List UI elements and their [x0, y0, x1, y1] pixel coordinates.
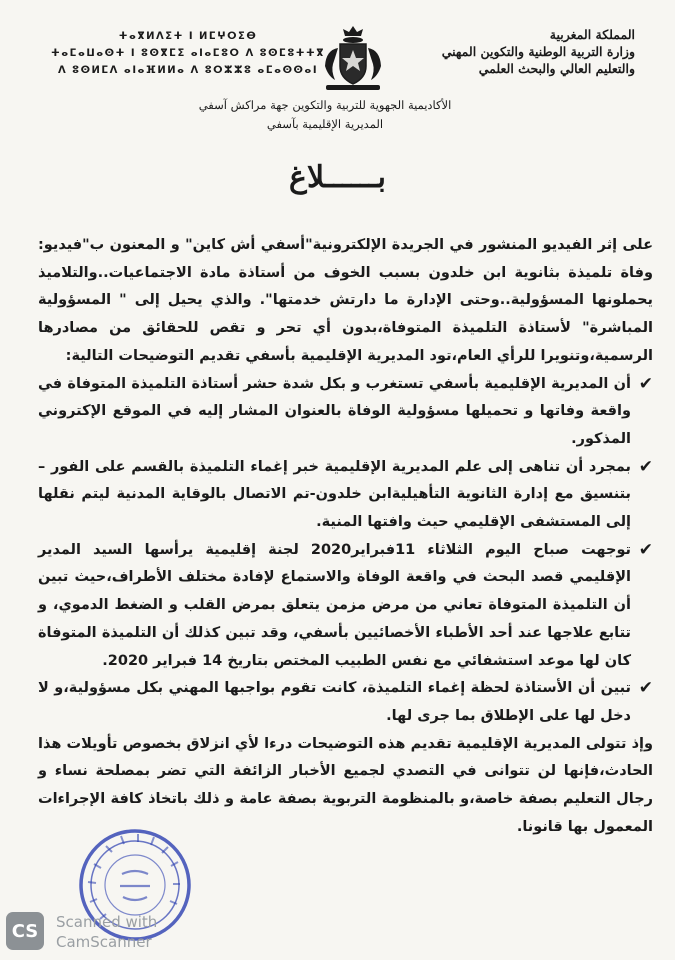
tifinagh-line-3: ⴷ ⵓⵙⵍⵎⴷ ⴰⵏⴰⴼⵍⵍⴰ ⴷ ⵓⵔⵣⵣⵓ ⴰⵎⴰⵙⵙⴰⵏ — [57, 65, 319, 76]
royal-coat-of-arms-icon — [318, 22, 388, 94]
header-line-ministry: وزارة التربية الوطنية والتكوين المهني — [441, 44, 635, 59]
academy-subheader — [115, 96, 535, 134]
academy-name: الأكاديمية الجهوية للتربية والتكوين جهة مراكش آسفي — [198, 98, 452, 112]
bullet-text: بمجرد أن تناهى إلى علم المديرية الإقليمية خبر إغماء التلميذة بالقسم على الفور – بتنسيق مع إدارة الثانوية التأهيليةابن خلدون-تم الاتصال بالوقاية المدنية ليتم نقلها إلى المستشفى الإقليمي حيث وافتها المنية. — [38, 458, 631, 531]
checkmark-icon: ✔ — [638, 539, 653, 560]
tifinagh-line-1: ⵜⴰⴳⵍⴷⵉⵜ ⵏ ⵍⵎⵖⵔⵉⴱ — [118, 31, 258, 42]
watermark-line-2: CamScanner — [56, 933, 152, 951]
ministry-header-arabic — [415, 26, 635, 77]
intro-paragraph: على إثر الفيديو المنشور في الجريدة الإلكترونية"أسفي أش كاين" و المعنون ب"فيديو: وفاة تلميذة بثانوية ابن خلدون بسبب الخوف من أستاذة مادة الاجتماعيات..والتلاميذ يحملونها المسؤولية..وحتى الإدارة ما دارتش خدمتها". والذي يحيل إلى " المسؤولية المباشرة" لأستاذة التلميذة المتوفاة،بدون أي تحر و تقص للحقائق من مصادرها الرسمية،وتنويرا للرأي العام،تود المديرية الإقليمية بأسفي تقديم التوضيحات التالية: — [38, 237, 653, 364]
watermark-line-1: Scanned with — [56, 913, 158, 931]
bullet-text: تبين أن الأستاذة لحظة إغماء التلميذة، كانت تقوم بواجبها المهني بكل مسؤولية،و لا دخل لها على الإطلاق بما جرى لها. — [38, 680, 631, 724]
tifinagh-line-2: ⵜⴰⵎⴰⵡⴰⵙⵜ ⵏ ⵓⵙⴳⵎⵉ ⴰⵏⴰⵎⵓⵔ ⴷ ⵓⵙⵎⵓⵜⵜⴳ — [50, 48, 326, 59]
communique-body — [38, 232, 653, 841]
bullet-item-3 — [38, 537, 653, 676]
closing-paragraph: وإذ تتولى المديرية الإقليمية تقديم هذه التوضيحات درءا لأي انزلاق بخصوص تأويلات هذا الحادث،فإنها لن تتوانى في التصدي لجميع الأخبار الزائفة التي تضر بمصلحة نساء و رجال التعليم بصفة خاصة،و بالمنظومة التربوية بصفة عامة و ذلك باتخاذ كافة الإجراءات المعمول بها قانونا. — [38, 735, 653, 835]
document-title: بــــــلاغ — [289, 160, 386, 195]
bullet-item-2 — [38, 454, 653, 537]
ministry-header-tifinagh — [48, 28, 328, 79]
header-line-ministry-2: والتعليم العالي والبحث العلمي — [478, 61, 635, 76]
bullet-item-1 — [38, 371, 653, 454]
bullet-item-4 — [38, 675, 653, 730]
bullet-text: توجهت صباح اليوم الثلاثاء 11فبراير2020 لجنة إقليمية يرأسها السيد المدير الإقليمي قصد البحث في واقعة الوفاة والاستماع لإفادة مختلف الأطراف،حيث تبين أن التلميذة المتوفاة تعاني من مرض مزمن يتعلق بمرض القلب و الضغط الدموي، و تتابع علاجها عند أحد الأطباء الأخصائيين بأسفي، وقد تبين كذلك أن التلميذة المتوفاة كان لها موعد استشفائي مع نفس الطبيب المختص بتاريخ 14 فبراير 2020. — [38, 541, 631, 669]
directorate-name: المديرية الإقليمية بآسفي — [266, 117, 384, 131]
camscanner-watermark — [56, 912, 157, 952]
checkmark-icon: ✔ — [638, 373, 653, 394]
bullet-text: أن المديرية الإقليمية بأسفي تستغرب و بكل شدة حشر أستاذة التلميذة المتوفاة في واقعة وفاتها و تحميلها مسؤولية الوفاة بالعنوان المشار إليه في الموقع الإكتروني المذكور. — [38, 375, 631, 447]
checkmark-icon: ✔ — [638, 456, 653, 477]
camscanner-logo-icon: CS — [6, 912, 44, 950]
header-line-kingdom: المملكة المغربية — [549, 27, 635, 42]
checkmark-icon: ✔ — [638, 678, 653, 699]
